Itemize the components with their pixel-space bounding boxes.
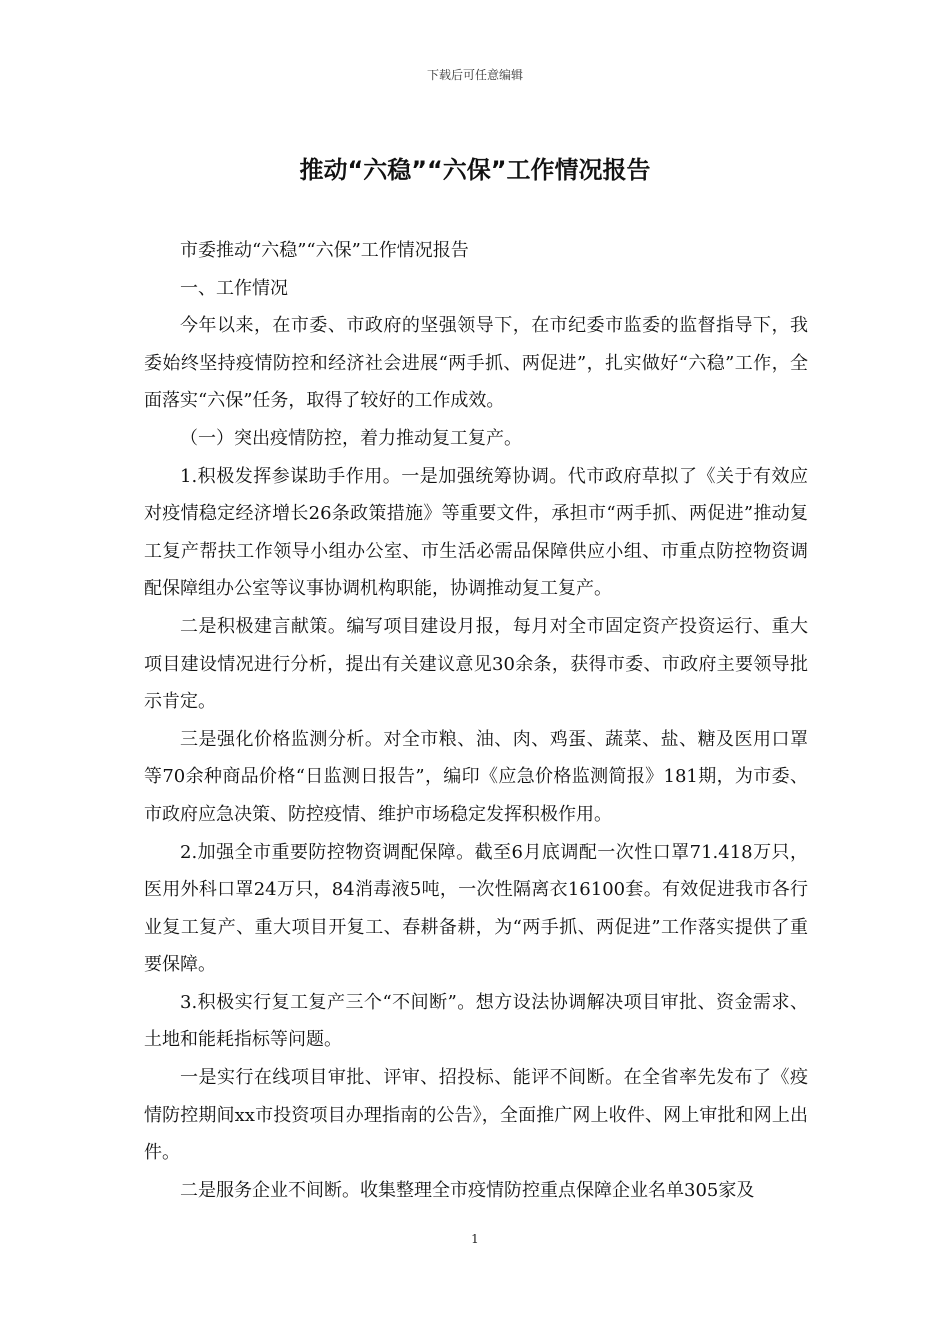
paragraph: 1.积极发挥参谋助手作用。一是加强统筹协调。代市政府草拟了《关于有效应对疫情稳定经济增长26条政策措施》等重要文件，承担市“两手抓、两促进”推动复工复产帮扶工作领导小组办公室、市生活必需品保障供应小组、市重点防控物资调配保障组办公室等议事协调机构职能，协调推动复工复产。 (144, 465, 808, 600)
paragraph: 3.积极实行复工复产三个“不间断”。想方设法协调解决项目审批、资金需求、土地和能耗指标等问题。 (144, 991, 808, 1051)
paragraph: 今年以来，在市委、市政府的坚强领导下，在市纪委市监委的监督指导下，我委始终坚持疫情防控和经济社会进展“两手抓、两促进”，扎实做好“六稳”工作，全面落实“六保”任务，取得了较好的工作成效。 (144, 315, 808, 412)
paragraph: 一是实行在线项目审批、评审、招投标、能评不间断。在全省率先发布了《疫情防控期间xx市投资项目办理指南的公告》，全面推广网上收件、网上审批和网上出件。 (144, 1067, 808, 1164)
document-body (144, 232, 808, 1209)
paragraph: 二是服务企业不间断。收集整理全市疫情防控重点保障企业名单305家及 (180, 1179, 755, 1201)
paragraph: 市委推动“六稳”“六保”工作情况报告 (180, 240, 469, 261)
paragraph: （一）突出疫情防控，着力推动复工复产。 (180, 427, 522, 449)
paragraph: 二是积极建言献策。编写项目建设月报，每月对全市固定资产投资运行、重大项目建设情况进行分析，提出有关建议意见30余条，获得市委、市政府主要领导批示肯定。 (144, 615, 808, 713)
paragraph: 一、工作情况 (180, 277, 288, 299)
document-title: 推动“六稳”“六保”工作情况报告 (299, 156, 651, 184)
page-number: 1 (471, 1232, 479, 1246)
paragraph: 三是强化价格监测分析。对全市粮、油、肉、鸡蛋、蔬菜、盐、糖及医用口罩等70余种商品价格“日监测日报告”，编印《应急价格监测简报》181期，为市委、市政府应急决策、防控疫情、维护市场稳定发挥积极作用。 (144, 728, 808, 825)
header-note: 下载后可任意编辑 (426, 68, 523, 82)
paragraph: 2.加强全市重要防控物资调配保障。截至6月底调配一次性口罩71.418万只，医用外科口罩24万只，84消毒液5吨，一次性隔离衣16100套。有效促进我市各行业复工复产、重大项目开复工、春耕备耕，为“两手抓、两促进”工作落实提供了重要保障。 (144, 841, 808, 976)
